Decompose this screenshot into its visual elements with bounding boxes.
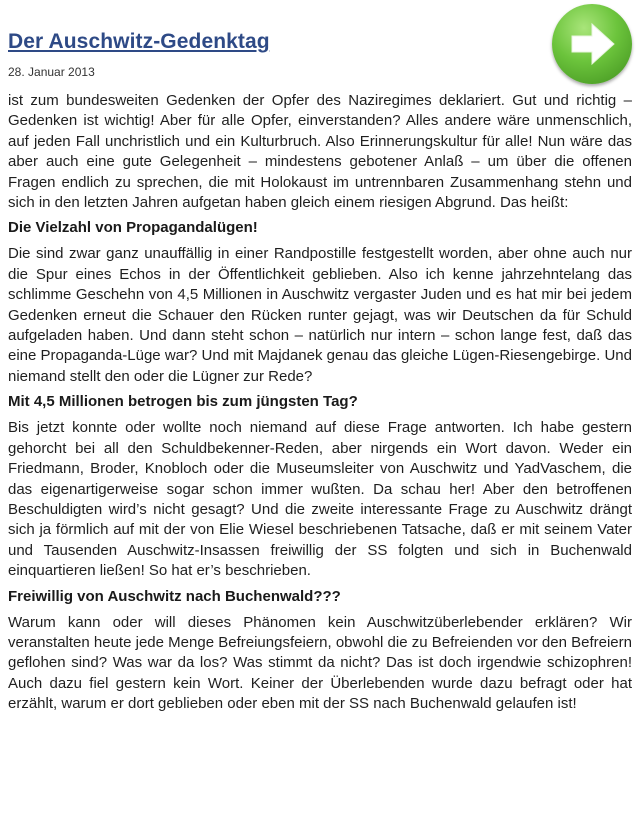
- section-heading: Freiwillig von Auschwitz nach Buchenwald???: [8, 587, 341, 605]
- article-body: [8, 91, 632, 720]
- section-heading: Die Vielzahl von Propagandalügen!: [8, 219, 258, 237]
- section-heading: Mit 4,5 Millionen betrogen bis zum jüngsten Tag?: [8, 393, 358, 411]
- paragraph: Warum kann oder will dieses Phänomen kein Auschwitzüberlebender erklären? Wir veranstalten heute jede Menge Befreiungsfeiern, obwohl die zu Befreienden vor den Befreiern geflohen sind? Was war da los? Was stimmt da nicht? Das ist doch irgendwie schizophren! Auch dazu fiel gestern kein Wort. Keiner der Überlebenden wurde dazu befragt oder hat erzählt, warum er dort geblieben oder eben mit der SS nach Buchenwald gelaufen ist!: [8, 613, 632, 713]
- next-button[interactable]: [552, 4, 632, 84]
- paragraph-intro: ist zum bundesweiten Gedenken der Opfer des Naziregimes deklariert. Gut und richtig – Gedenken ist wichtig! Aber für alle Opfer, einverstanden? Alles andere wäre unmenschlich, auf jeden Fall unchristlich und ein Kulturbruch. Also Erinnerungskultur für alle! Nun wäre das aber auch eine gute Gelegenheit – mindestens gebotener Anlaß – um über die offenen Fragen endlich zu sprechen, die mit Holokaust im untrennbaren Zusammenhang stehn und sich in den letzten Jahren aufgetan haben gleich einem riesigen Abgrund. Das heißt:: [8, 92, 632, 212]
- post-date: 28. Januar 2013: [8, 65, 95, 79]
- page-title[interactable]: Der Auschwitz-Gedenktag: [8, 30, 270, 53]
- arrow-right-icon: [552, 4, 632, 84]
- paragraph: Die sind zwar ganz unauffällig in einer Randpostille festgestellt worden, aber ohne auch nur die Spur eines Echos in der Öffentlichkeit geblieben. Also ich kenne jahrzehntelang das schlimme Geschehn von 4,5 Millionen in Auschwitz vergaster Juden und es hat mir bei jedem Gedenken erneut die Schauer den Rücken runter gejagt, was wir Deutschen da für Schuld aufgeladen haben. Und dann steht schon – natürlich nur intern – schon lange fest, daß das eine Propaganda-Lüge war? Und mit Majdanek genau das gleiche Lügen-Riesengebirge. Und niemand stellt den oder die Lügner zur Rede?: [8, 245, 632, 385]
- paragraph: Bis jetzt konnte oder wollte noch niemand auf diese Frage antworten. Ich habe gestern gehorcht bei all den Schuldbekenner-Reden, aber nirgends ein Wort davon. Weder ein Friedmann, Broder, Knobloch oder die Museumsleiter von Auschwitz und YadVaschem, die das eigenartigerweise sogar schon immer wußten. Da schau her! Aber den betroffenen Beschuldigten wird’s nicht gesagt? Und die zweite interessante Frage zu Auschwitz drängt sich ja förmlich auf mit der von Elie Wiesel beschriebenen Tatsache, daß er mit seinem Vater und Tausenden Auschwitz-Insassen freiwillig der SS folgten und sich in Buchenwald einquartieren ließen! So hat er’s beschrieben.: [8, 419, 632, 580]
